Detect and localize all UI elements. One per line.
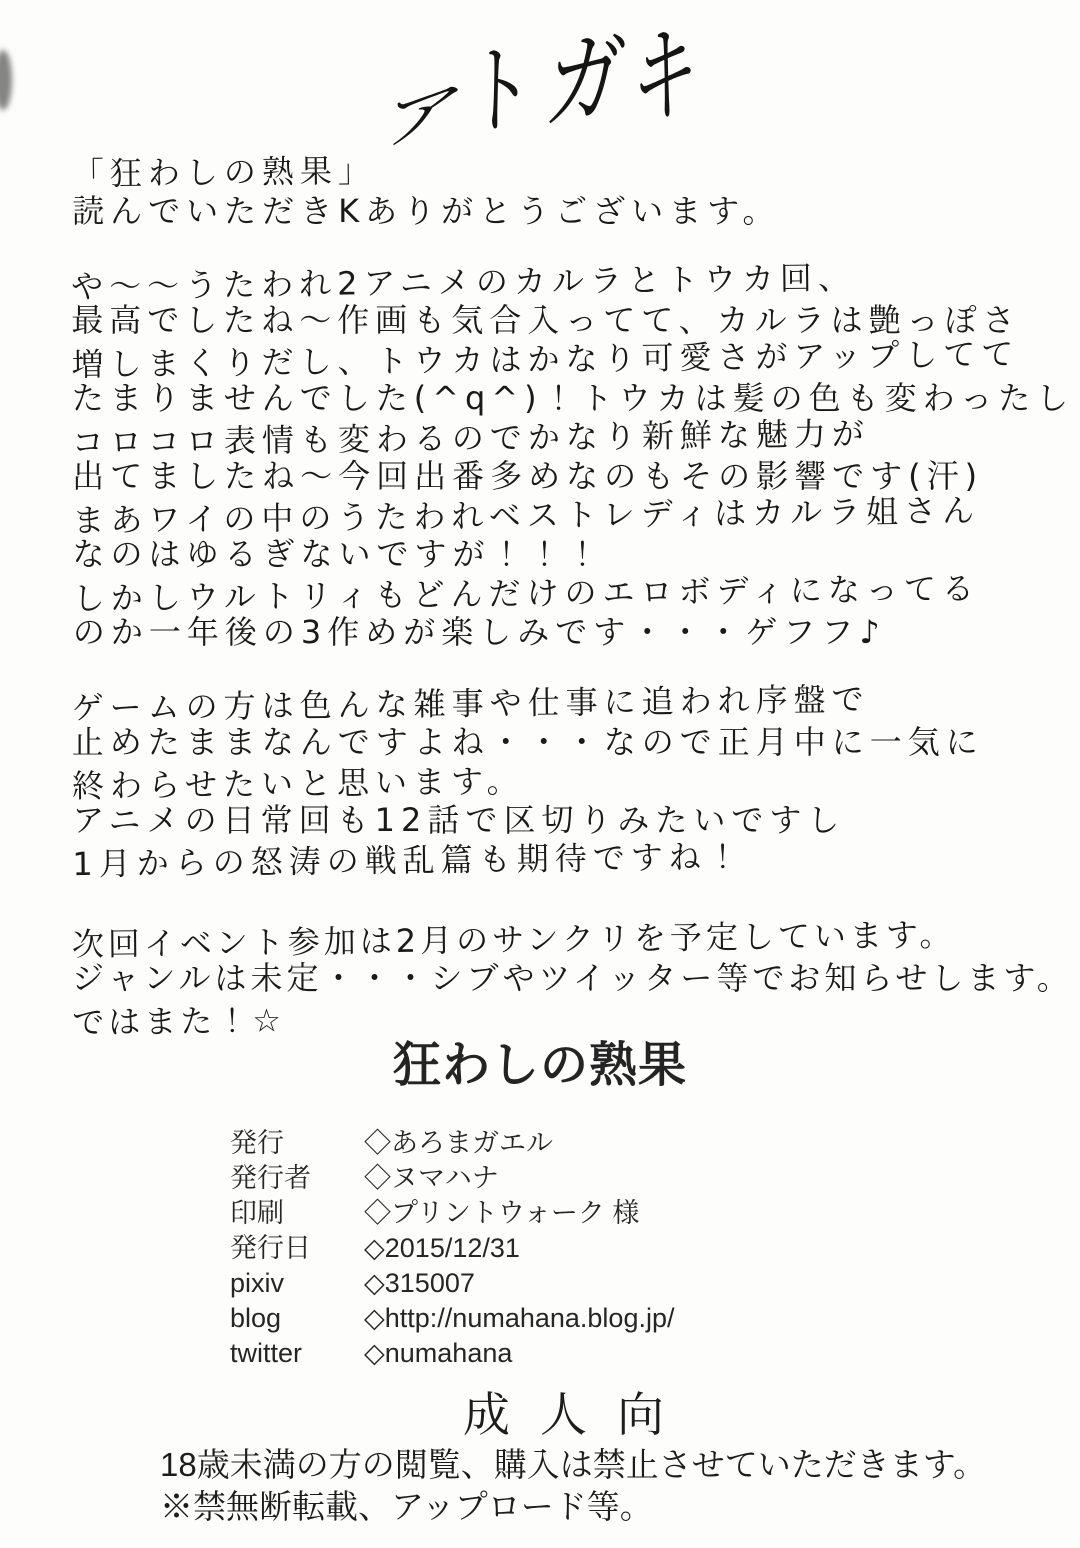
handwritten-line: 最高でしたね〜作画も気合入ってて、カルラは艶っぽさ xyxy=(71,301,1021,340)
handwritten-line: ではまた！☆ xyxy=(72,1001,286,1042)
handwritten-line: まあワイの中のうたわれベストレディはカルラ姐さん xyxy=(72,491,981,540)
heading-char: キ xyxy=(627,11,704,141)
heading-char: ト xyxy=(466,28,534,152)
heading-char: ア xyxy=(374,68,472,162)
colophon-row-publisher xyxy=(230,1126,674,1161)
colophon-row-twitter xyxy=(230,1336,674,1371)
colophon-value: ◇プリントウォーク 様 xyxy=(364,1198,640,1228)
colophon-row-blog xyxy=(230,1301,674,1336)
colophon-row-pixiv xyxy=(230,1266,674,1301)
handwritten-line: ジャンルは未定・・・シブやツイッター等でお知らせします。 xyxy=(72,959,1073,997)
colophon-row-author xyxy=(230,1161,674,1196)
colophon-label: 発行 xyxy=(230,1128,284,1158)
notice-line-no-reupload: ※禁無断転載、アップロード等。 xyxy=(160,1488,653,1525)
colophon-row-issue-date xyxy=(230,1231,674,1266)
handwritten-line: アニメの日常回も12話で区切りみたいですし xyxy=(72,800,846,839)
handwritten-line: 終わらせたいと思います。 xyxy=(71,762,525,806)
colophon-label: 印刷 xyxy=(230,1198,284,1228)
handwritten-line: 止めたままなんですよね・・・なので正月中に一気に xyxy=(71,723,984,762)
colophon-twitter-handle: ◇numahana xyxy=(364,1338,513,1368)
handwritten-line: なのはゆるぎないですが！！！ xyxy=(72,534,605,573)
handwritten-line: たまりませんでした(^q^)！トウカは髪の色も変わったし xyxy=(71,379,1075,418)
handwritten-line: 1月からの怒涛の戦乱篇も期待ですね！ xyxy=(72,837,745,884)
handwritten-line: 「狂わしの熟果」 xyxy=(71,151,377,194)
colophon-label: twitter xyxy=(230,1338,303,1368)
handwritten-line: コロコロ表情も変わるのでかなり新鮮な魅力が xyxy=(71,414,871,462)
colophon-value: ◇2015/12/31 xyxy=(364,1233,520,1263)
colophon-blog-url: ◇http://numahana.blog.jp/ xyxy=(364,1303,675,1333)
handwritten-line: しかしウルトリィもどんだけのエロボディになってる xyxy=(72,569,981,618)
handwritten-line: 増しまくりだし、トウカはかなり可愛さがアップしてて xyxy=(71,334,1020,384)
afterword-paragraph-anime xyxy=(71,259,1076,654)
colophon-value: ◇ヌマハナ xyxy=(364,1163,499,1193)
scan-smudge-artifact xyxy=(0,50,12,110)
handwritten-line: や〜〜うたわれ2アニメのカルラとトウカ回、 xyxy=(70,258,857,306)
book-title: 狂わしの熟果 xyxy=(392,1039,687,1092)
notice-line-age-restriction: 18歳未満の方の閲覧、購入は禁止させていただきます。 xyxy=(160,1446,987,1483)
handwritten-line: 出てましたね〜今回出番多めなのもその影響です(汗) xyxy=(72,456,984,495)
afterword-paragraph-next-event xyxy=(71,915,1073,1042)
colophon-value: ◇あろまガエル xyxy=(364,1128,553,1158)
colophon-label: 発行日 xyxy=(230,1233,311,1263)
colophon-label: 発行者 xyxy=(230,1163,311,1193)
afterword-paragraph-game xyxy=(71,682,984,882)
adult-rating-heading: 成人向 xyxy=(463,1388,694,1441)
handwritten-line: ゲームの方は色んな雑事や仕事に追われ序盤で xyxy=(71,680,870,728)
heading-char: ガ xyxy=(540,17,630,144)
colophon-label: blog xyxy=(230,1303,282,1333)
afterword-paragraph-thanks xyxy=(72,148,781,234)
colophon-value: ◇315007 xyxy=(364,1268,475,1298)
rating-notice xyxy=(160,1444,986,1528)
colophon-row-printer xyxy=(230,1196,674,1231)
handwritten-line: 次回イベント参加は2月のサンクリを予定しています。 xyxy=(71,915,956,964)
handwritten-line: 読んでいただきKありがとうございます。 xyxy=(72,191,781,230)
colophon-label: pixiv xyxy=(230,1268,285,1298)
afterword-heading xyxy=(374,11,708,164)
colophon-table xyxy=(230,1126,674,1371)
handwritten-line: のか一年後の3作めが楽しみです・・・ゲフフ♪ xyxy=(72,612,886,651)
